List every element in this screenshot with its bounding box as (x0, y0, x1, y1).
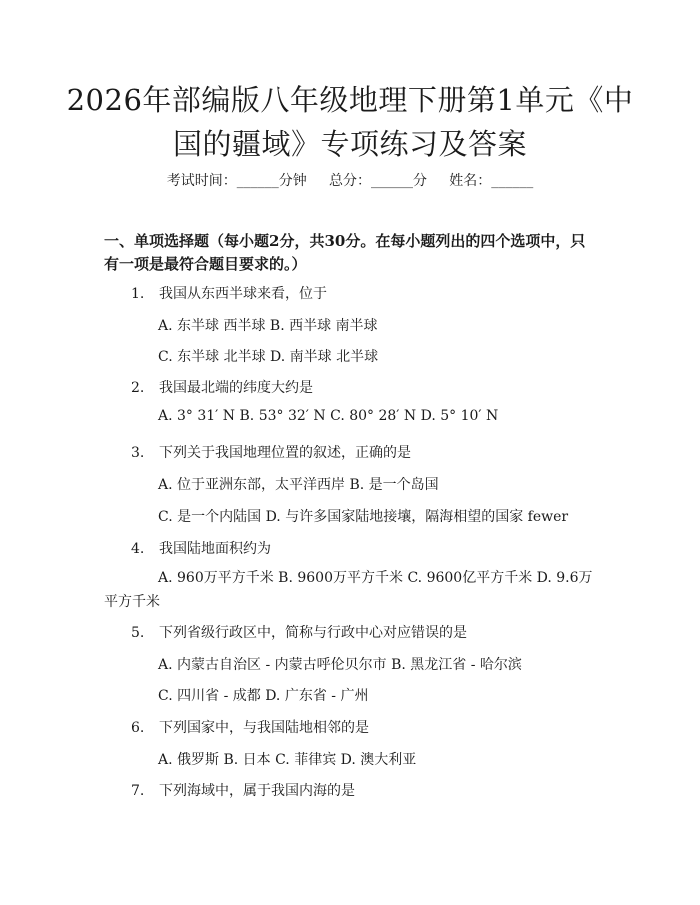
page-title: 2026年部编版八年级地理下册第1单元《中国的疆域》专项练习及答案 (66, 83, 634, 161)
question-number: 3. (131, 445, 145, 461)
question-stem: 我国陆地面积约为 (159, 541, 271, 557)
question-stem: 下列省级行政区中，简称与行政中心对应错误的是 (159, 625, 467, 641)
question-number: 4. (131, 541, 145, 557)
exam-info-line: 考试时间：______分钟 总分：______分 姓名：______ (166, 173, 534, 189)
question-6-options-line-1: A. 俄罗斯 B. 日本 C. 菲律宾 D. 澳大利亚 (158, 752, 417, 768)
question-1-options-line-2: C. 东半球 北半球 D. 南半球 北半球 (158, 349, 379, 365)
question-number: 2. (131, 380, 145, 396)
question-5 (131, 622, 467, 642)
section-heading: 一、单项选择题（每小题2分，共30分。在每小题列出的四个选项中，只有一项是最符合题目要求的。） (104, 232, 586, 273)
question-stem: 下列国家中，与我国陆地相邻的是 (159, 720, 369, 736)
question-1-options-line-1: A. 东半球 西半球 B. 西半球 南半球 (158, 318, 378, 334)
question-number: 7. (131, 783, 145, 799)
question-5-options-line-2: C. 四川省 - 成都 D. 广东省 - 广州 (158, 688, 369, 704)
question-number: 1. (131, 286, 145, 302)
question-6 (131, 717, 369, 737)
question-3 (131, 442, 411, 462)
question-stem: 下列关于我国地理位置的叙述，正确的是 (159, 445, 411, 461)
question-2 (131, 377, 313, 397)
question-number: 5. (131, 625, 145, 641)
question-stem: 下列海域中，属于我国内海的是 (159, 783, 355, 799)
question-3-options-line-1: A. 位于亚洲东部，太平洋西岸 B. 是一个岛国 (158, 477, 439, 493)
question-4-options-line-1: A. 960万平方千米 B. 9600万平方千米 C. 9600亿平方千米 D. 9.6万平方千米 (104, 570, 593, 610)
question-stem: 我国最北端的纬度大约是 (159, 380, 313, 396)
question-7 (131, 780, 355, 800)
question-stem: 我国从东西半球来看，位于 (159, 286, 327, 302)
question-5-options-line-1: A. 内蒙古自治区 - 内蒙古呼伦贝尔市 B. 黑龙江省 - 哈尔滨 (158, 657, 522, 673)
question-1 (131, 283, 327, 303)
question-4 (131, 538, 271, 558)
question-2-options-line-1: A. 3° 31′ N B. 53° 32′ N C. 80° 28′ N D. 5° 10′ N (158, 408, 499, 424)
question-number: 6. (131, 720, 145, 736)
question-3-options-line-2: C. 是一个内陆国 D. 与许多国家陆地接壤，隔海相望的国家 fewer (158, 509, 569, 525)
